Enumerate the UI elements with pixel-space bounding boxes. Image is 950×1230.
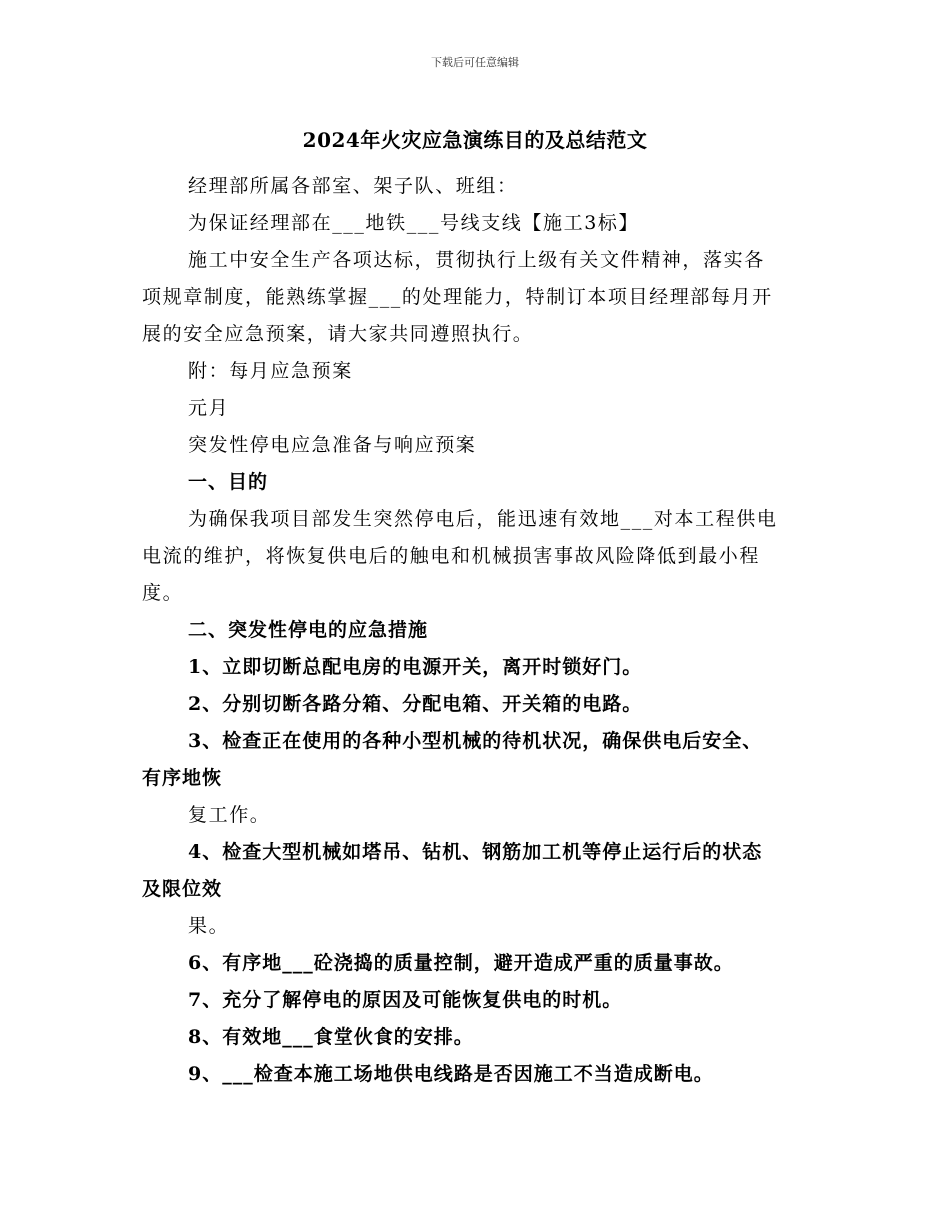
- paragraph-line: 施工中安全生产各项达标，贯彻执行上级有关文件精神，落实各: [188, 249, 765, 271]
- paragraph-line: 展的安全应急预案，请大家共同遵照执行。: [142, 323, 534, 345]
- document-body: [142, 168, 814, 1093]
- paragraph-attachment: 附：每月应急预案: [188, 360, 353, 382]
- paragraph-line: 电流的维护，将恢复供电后的触电和机械损害事故风险降低到最小程: [142, 545, 761, 567]
- list-item: 4、检查大型机械如塔吊、钻机、钢筋加工机等停止运行后的状态: [188, 841, 763, 863]
- paragraph-month: 元月: [188, 397, 230, 419]
- list-item-continuation: 果。: [188, 915, 230, 937]
- paragraph-addressee: 经理部所属各部室、架子队、班组：: [188, 175, 518, 197]
- list-item-continuation: 复工作。: [188, 804, 271, 826]
- list-item: 3、检查正在使用的各种小型机械的待机状况，确保供电后安全、: [188, 730, 763, 752]
- list-item-continuation: 有序地恢: [142, 767, 223, 789]
- paragraph-line: 项规章制度，能熟练掌握___的处理能力，特制订本项目经理部每月开: [142, 286, 773, 308]
- list-item: 2、分别切断各路分箱、分配电箱、开关箱的电路。: [188, 693, 643, 715]
- list-item: 8、有效地___食堂伙食的安排。: [188, 1026, 474, 1048]
- paragraph-plan-name: 突发性停电应急准备与响应预案: [188, 434, 477, 456]
- list-item: 1、立即切断总配电房的电源开关，离开时锁好门。: [188, 656, 643, 678]
- document-title: 2024年火灾应急演练目的及总结范文: [302, 128, 648, 152]
- page-header-note: 下载后可任意编辑: [431, 56, 519, 69]
- list-item: 6、有序地___砼浇捣的质量控制，避开造成严重的质量事故。: [188, 952, 734, 974]
- section-heading-purpose: 一、目的: [188, 471, 269, 493]
- paragraph-line: 为保证经理部在___地铁___号线支线【施工3标】: [188, 212, 640, 234]
- list-item-continuation: 及限位效: [142, 878, 223, 900]
- paragraph-line: 为确保我项目部发生突然停电后，能迅速有效地___对本工程供电: [188, 508, 778, 530]
- section-heading-measures: 二、突发性停电的应急措施: [188, 619, 429, 641]
- paragraph-line: 度。: [142, 582, 184, 604]
- list-item: 7、充分了解停电的原因及可能恢复供电的时机。: [188, 989, 623, 1011]
- list-item: 9、___检查本施工场地供电线路是否因施工不当造成断电。: [188, 1063, 714, 1085]
